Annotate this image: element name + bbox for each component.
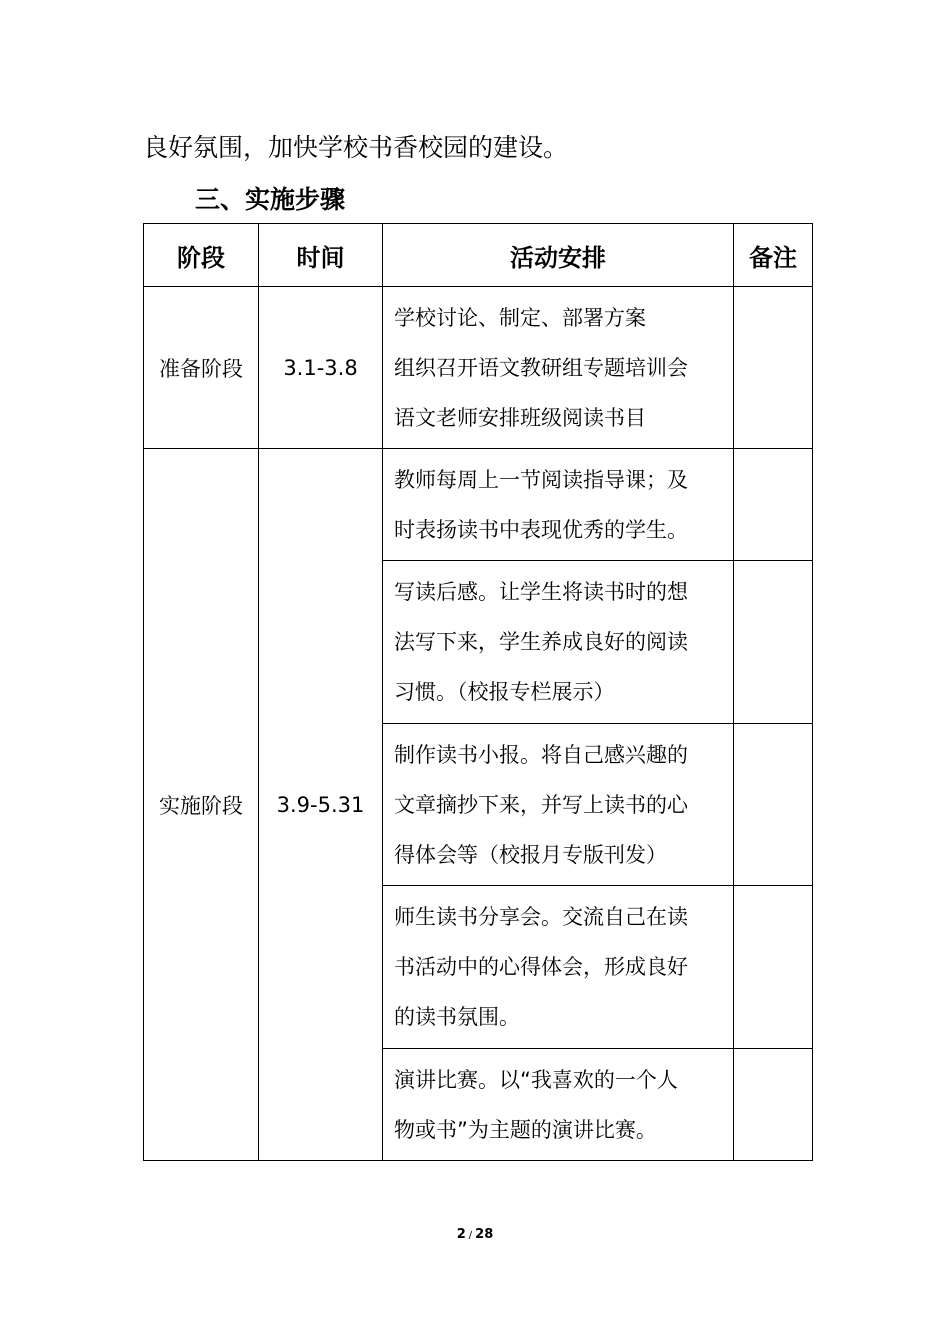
header-time: 时间 xyxy=(259,224,383,287)
activity-line: 习惯。（校报专栏展示） xyxy=(394,680,615,704)
table-row xyxy=(144,287,813,449)
activity-line: 学校讨论、制定、部署方案 xyxy=(394,306,646,330)
activity-line: 教师每周上一节阅读指导课；及 xyxy=(394,468,688,492)
note-cell xyxy=(734,1049,813,1161)
total-pages: 28 xyxy=(475,1227,494,1242)
section-heading: 三、实施步骤 xyxy=(195,185,346,214)
activity-cell xyxy=(383,886,734,1049)
activity-cell xyxy=(383,449,734,561)
intro-paragraph: 良好氛围，加快学校书香校园的建设。 xyxy=(143,133,569,162)
time-cell: 3.1-3.8 xyxy=(259,287,383,449)
implementation-steps-table xyxy=(143,223,813,1161)
note-cell xyxy=(734,886,813,1049)
activity-line: 写读后感。让学生将读书时的想 xyxy=(394,580,688,604)
activity-line: 法写下来，学生养成良好的阅读 xyxy=(394,630,688,654)
activity-line: 物或书”为主题的演讲比赛。 xyxy=(394,1118,657,1142)
activity-cell xyxy=(383,1049,734,1161)
page-separator: / xyxy=(468,1230,473,1241)
header-activity: 活动安排 xyxy=(383,224,734,287)
table-header-row xyxy=(144,224,813,287)
activity-line: 语文老师安排班级阅读书目 xyxy=(394,406,646,430)
header-stage: 阶段 xyxy=(144,224,259,287)
activity-line: 的读书氛围。 xyxy=(394,1005,520,1029)
note-cell xyxy=(734,724,813,886)
activity-line: 制作读书小报。将自己感兴趣的 xyxy=(394,743,688,767)
activity-line: 演讲比赛。以“我喜欢的一个人 xyxy=(394,1068,678,1092)
note-cell xyxy=(734,287,813,449)
activity-line: 组织召开语文教研组专题培训会 xyxy=(394,356,688,380)
activity-line: 文章摘抄下来，并写上读书的心 xyxy=(394,793,688,817)
note-cell xyxy=(734,561,813,724)
activity-line: 师生读书分享会。交流自己在读 xyxy=(394,905,688,929)
activity-line: 书活动中的心得体会，形成良好 xyxy=(394,955,688,979)
header-note: 备注 xyxy=(734,224,813,287)
activity-line: 得体会等（校报月专版刊发） xyxy=(394,843,667,867)
activity-line: 时表扬读书中表现优秀的学生。 xyxy=(394,518,688,542)
activity-cell xyxy=(383,561,734,724)
time-cell: 3.9-5.31 xyxy=(259,449,383,1161)
table-row xyxy=(144,449,813,561)
note-cell xyxy=(734,449,813,561)
current-page: 2 xyxy=(456,1227,466,1242)
page-number xyxy=(0,1227,950,1242)
activity-cell xyxy=(383,724,734,886)
activity-cell xyxy=(383,287,734,449)
stage-cell: 准备阶段 xyxy=(144,287,259,449)
stage-cell: 实施阶段 xyxy=(144,449,259,1161)
